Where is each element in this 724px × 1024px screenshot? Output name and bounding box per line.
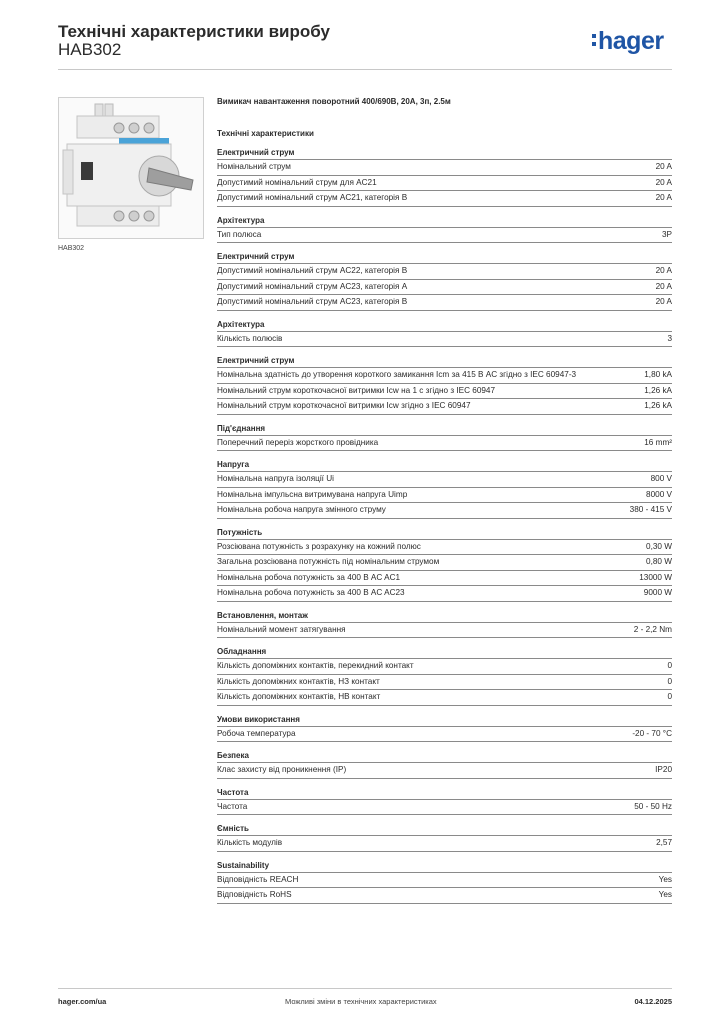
spec-row <box>217 726 672 743</box>
spec-label: Кількість допоміжних контактів, перекидний контакт <box>217 661 414 670</box>
spec-value: 0,80 W <box>646 557 672 566</box>
spec-label: Клас захисту від проникнення (IP) <box>217 765 347 774</box>
spec-label: Номінальна здатність до утворення короткого замикання Icm за 415 В AC згідно з IEC 60947-3 <box>217 370 577 379</box>
spec-row <box>217 674 672 690</box>
spec-value: 1,80 kA <box>644 370 672 379</box>
spec-row <box>217 570 672 586</box>
spec-groups <box>217 147 672 904</box>
spec-row <box>217 367 672 383</box>
spec-group-title: Потужність <box>217 527 263 537</box>
product-description: Вимикач навантаження поворотний 400/690В, 20А, 3п, 2.5м <box>217 97 451 106</box>
spec-row <box>217 689 672 706</box>
spec-label: Номінальна робоча потужність за 400 В AC AC1 <box>217 572 401 582</box>
spec-group-title: Обладнання <box>217 647 267 656</box>
hager-logo[interactable] <box>592 28 664 54</box>
spec-group-title: Умови використання <box>217 714 300 724</box>
footer-note: Можливі зміни в технічних характеристиках <box>285 997 437 1006</box>
spec-label: Кількість допоміжних контактів, НЗ контакт <box>217 676 380 686</box>
spec-group <box>217 319 672 348</box>
spec-label: Загальна розсіювана потужність під номінальним струмом <box>217 557 440 566</box>
spec-row <box>217 622 672 639</box>
spec-row <box>217 263 672 279</box>
spec-value: 20 A <box>655 266 672 275</box>
spec-label: Номінальний струм короткочасної витримки Icw на 1 с згідно з IEC 60947 <box>217 385 496 395</box>
spec-group <box>217 355 672 415</box>
spec-group-title: Електричний струм <box>217 148 295 157</box>
spec-row <box>217 383 672 399</box>
spec-value: 9000 W <box>643 588 672 597</box>
spec-group <box>217 215 672 244</box>
spec-row <box>217 159 672 175</box>
spec-group <box>217 787 672 816</box>
spec-group <box>217 459 672 519</box>
spec-group <box>217 147 672 207</box>
spec-value: 13000 W <box>639 572 672 582</box>
spec-value: 0,30 W <box>646 541 672 551</box>
spec-group-title: Під'єднання <box>217 423 266 433</box>
spec-group <box>217 823 672 852</box>
header-divider <box>58 69 672 70</box>
product-code: HAB302 <box>58 40 122 59</box>
footer-date: 04.12.2025 <box>634 997 672 1006</box>
spec-label: Номінальний струм <box>217 162 291 171</box>
product-image <box>58 97 204 239</box>
spec-group-title: Електричний струм <box>217 356 295 365</box>
image-caption: HAB302 <box>58 245 85 252</box>
spec-value: 0 <box>667 661 672 670</box>
spec-value: -20 - 70 °C <box>632 728 672 738</box>
spec-value: 20 A <box>655 193 672 202</box>
spec-row <box>217 799 672 816</box>
spec-value: Yes <box>658 890 672 899</box>
spec-value: 20 A <box>655 281 672 291</box>
spec-label: Відповідність REACH <box>217 874 299 884</box>
spec-label: Допустимий номінальний струм для AC21 <box>217 177 377 187</box>
spec-group <box>217 527 672 602</box>
spec-value: 1,26 kA <box>644 385 672 395</box>
spec-row <box>217 294 672 311</box>
spec-group-title: Напруга <box>217 460 250 469</box>
spec-label: Номінальна імпульсна витримувана напруга Uimp <box>217 489 408 499</box>
spec-value: 0 <box>667 676 672 686</box>
spec-label: Поперечний переріз жорсткого провідника <box>217 437 379 447</box>
spec-value: 20 A <box>655 162 672 171</box>
spec-row <box>217 471 672 487</box>
spec-group <box>217 860 672 904</box>
spec-group <box>217 714 672 743</box>
spec-row <box>217 539 672 555</box>
spec-group-title: Частота <box>217 787 249 797</box>
spec-label: Відповідність RoHS <box>217 890 292 899</box>
spec-label: Номінальний момент затягування <box>217 624 346 634</box>
spec-group-title: Встановлення, монтаж <box>217 610 308 620</box>
spec-group-title: Ємність <box>217 824 249 833</box>
spec-group <box>217 750 672 779</box>
spec-row <box>217 487 672 503</box>
spec-label: Номінальна робоча напруга змінного струму <box>217 505 386 514</box>
spec-label: Робоча температура <box>217 728 296 738</box>
spec-value: 16 mm² <box>644 437 672 447</box>
spec-group-title: Архітектура <box>217 215 265 225</box>
spec-row <box>217 331 672 348</box>
spec-group <box>217 251 672 311</box>
spec-value: 800 V <box>650 474 672 483</box>
spec-value: 50 - 50 Hz <box>634 801 672 811</box>
section-heading: Технічні характеристики <box>217 129 314 138</box>
spec-group <box>217 423 672 452</box>
spec-row <box>217 398 672 415</box>
spec-value: Yes <box>658 874 672 884</box>
footer-divider <box>58 988 672 989</box>
spec-label: Допустимий номінальний струм AC21, категорія B <box>217 193 408 202</box>
spec-value: 3P <box>661 229 672 239</box>
spec-row <box>217 585 672 602</box>
spec-value: 20 A <box>655 297 672 306</box>
spec-label: Кількість допоміжних контактів, НВ контакт <box>217 692 381 701</box>
spec-row <box>217 887 672 904</box>
spec-group <box>217 646 672 706</box>
spec-value: 2,57 <box>656 838 672 847</box>
spec-value: 20 A <box>655 177 672 187</box>
spec-row <box>217 502 672 519</box>
spec-row <box>217 762 672 779</box>
spec-group-title: Архітектура <box>217 319 265 329</box>
spec-value: 8000 V <box>646 489 672 499</box>
logo-mark-icon <box>592 28 596 46</box>
spec-value: 0 <box>667 692 672 701</box>
spec-label: Допустимий номінальний струм AC23, категорія B <box>217 297 408 306</box>
spec-group-title: Безпека <box>217 751 249 760</box>
spec-row <box>217 872 672 888</box>
spec-label: Допустимий номінальний струм AC22, категорія B <box>217 266 408 275</box>
spec-group-title: Sustainability <box>217 860 270 870</box>
spec-label: Розсіювана потужність з розрахунку на кожний полюс <box>217 541 421 551</box>
spec-row <box>217 554 672 570</box>
spec-sheet <box>217 97 672 904</box>
spec-row <box>217 835 672 852</box>
logo-text: hager <box>598 27 664 55</box>
spec-label: Номінальний струм короткочасної витримки Icw згідно з IEC 60947 <box>217 401 471 410</box>
spec-value: 380 - 415 V <box>629 505 672 514</box>
spec-row <box>217 175 672 191</box>
spec-label: Кількість модулів <box>217 838 283 847</box>
spec-label: Допустимий номінальний струм AC23, категорія A <box>217 281 408 291</box>
spec-value: 3 <box>667 333 672 343</box>
spec-row <box>217 190 672 207</box>
spec-label: Номінальна напруга ізоляції Ui <box>217 474 334 483</box>
footer-website-link[interactable]: hager.com/ua <box>58 997 107 1006</box>
spec-value: 2 - 2,2 Nm <box>633 624 672 634</box>
spec-group <box>217 610 672 639</box>
spec-label: Кількість полюсів <box>217 333 283 343</box>
switch-illustration-icon <box>59 98 203 238</box>
page-title: Технічні характеристики виробу <box>58 22 330 41</box>
spec-row <box>217 227 672 244</box>
spec-label: Тип полюса <box>217 229 262 239</box>
spec-label: Частота <box>217 801 248 811</box>
spec-value: IP20 <box>655 765 672 774</box>
spec-row <box>217 658 672 674</box>
spec-group-title: Електричний струм <box>217 252 295 261</box>
spec-row <box>217 435 672 452</box>
spec-label: Номінальна робоча потужність за 400 В AC AC23 <box>217 588 405 597</box>
spec-row <box>217 279 672 295</box>
spec-value: 1,26 kA <box>644 401 672 410</box>
